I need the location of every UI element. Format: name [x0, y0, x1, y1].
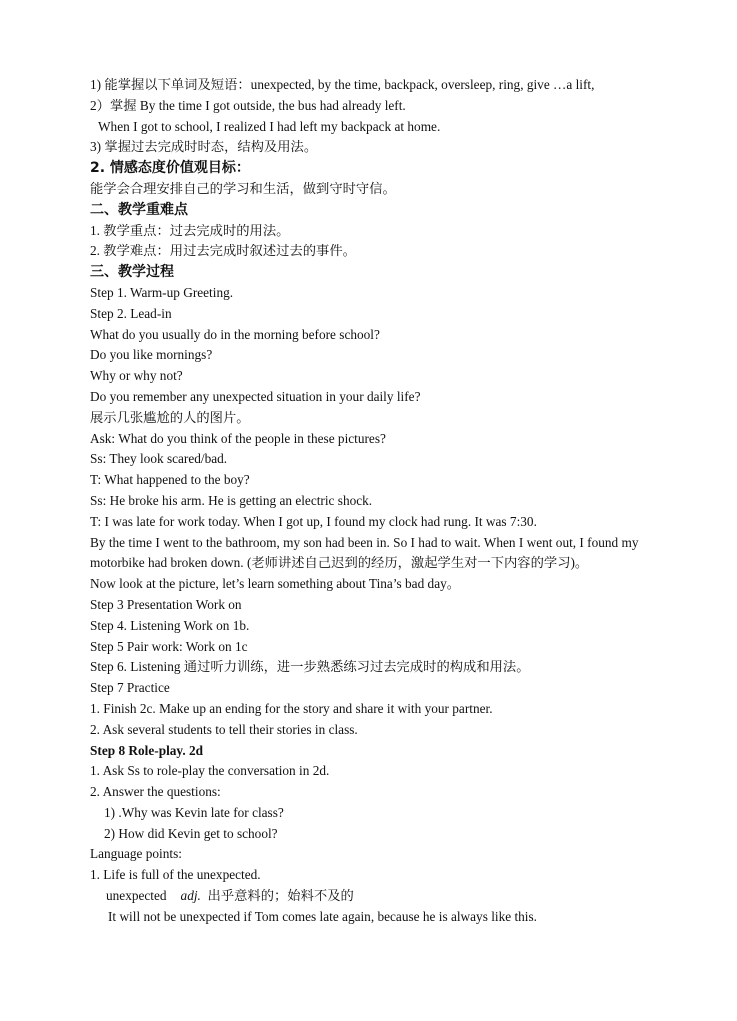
teacher-story-paragraph: By the time I went to the bathroom, my son had been in. So I had to wait. When I went out, I found my motorbike had broken down. (老师讲述自己迟到的经历，激起学生对一下内容的学习)。	[90, 534, 639, 571]
document-body	[90, 75, 650, 928]
objective-1: 1) 能掌握以下单词及短语：unexpected, by the time, backpack, oversleep, ring, give …a lift,	[90, 77, 595, 92]
question-like-mornings: Do you like mornings?	[90, 347, 213, 363]
step-2: Step 2. Lead-in	[90, 305, 172, 321]
step-7: Step 7 Practice	[90, 680, 170, 696]
section-heading-process: 三、教学过程	[90, 264, 174, 281]
vocab-word: unexpected	[106, 888, 167, 904]
question-kevin-school: 2) How did Kevin get to school?	[104, 825, 278, 841]
dialog-ask: Ask: What do you think of the people in these pictures?	[90, 430, 386, 446]
dialog-t-2: T: I was late for work today. When I got up, I found my clock had rung. It was 7:30.	[90, 513, 537, 529]
vocab-entry	[90, 886, 650, 907]
question-why: Why or why not?	[90, 368, 183, 384]
step-3: Step 3 Presentation Work on	[90, 596, 242, 612]
tina-bad-day: Now look at the picture, let’s learn something about Tina’s bad day。	[90, 576, 461, 592]
key-point: 1. 教学重点：过去完成时的用法。	[90, 222, 290, 238]
practice-1: 1. Finish 2c. Make up an ending for the story and share it with your partner.	[90, 700, 493, 716]
language-point-1: 1. Life is full of the unexpected.	[90, 867, 261, 883]
roleplay-1: 1. Ask Ss to role-play the conversation in 2d.	[90, 763, 330, 779]
attitude-text: 能学会合理安排自己的学习和生活，做到守时守信。	[90, 180, 396, 196]
objective-3: 3) 掌握过去完成时时态，结构及用法。	[90, 139, 318, 155]
section-heading-attitude: 2. 情感态度价值观目标：	[90, 160, 250, 177]
step-4: Step 4. Listening Work on 1b.	[90, 617, 250, 633]
question-kevin-late: 1) .Why was Kevin late for class?	[104, 804, 284, 820]
step-5: Step 5 Pair work: Work on 1c	[90, 638, 248, 654]
step-8: Step 8 Role-play. 2d	[90, 742, 204, 758]
dialog-t-1: T: What happened to the boy?	[90, 472, 250, 488]
vocab-meaning: 出乎意料的；始料不及的	[207, 888, 354, 904]
step-1: Step 1. Warm-up Greeting.	[90, 284, 234, 300]
question-morning: What do you usually do in the morning before school?	[90, 326, 380, 342]
roleplay-2: 2. Answer the questions:	[90, 784, 221, 800]
show-pictures: 展示几张尴尬的人的图片。	[90, 409, 250, 425]
objective-2: 2）掌握 By the time I got outside, the bus had already left.	[90, 97, 406, 113]
step-6: Step 6. Listening 通过听力训练，进一步熟悉练习过去完成时的构成和用法。	[90, 659, 530, 675]
vocab-example: It will not be unexpected if Tom comes late again, because he is always like this.	[108, 908, 537, 924]
objective-2-example: When I got to school, I realized I had left my backpack at home.	[98, 118, 441, 134]
vocab-pos: adj.	[180, 888, 201, 904]
dialog-ss-1: Ss: They look scared/bad.	[90, 451, 228, 467]
practice-2: 2. Ask several students to tell their stories in class.	[90, 721, 358, 737]
section-heading-key-points: 二、教学重难点	[90, 201, 188, 218]
dialog-ss-2: Ss: He broke his arm. He is getting an electric shock.	[90, 492, 373, 508]
difficult-point: 2. 教学难点：用过去完成时叙述过去的事件。	[90, 243, 356, 259]
question-unexpected: Do you remember any unexpected situation in your daily life?	[90, 388, 421, 404]
language-points-label: Language points:	[90, 846, 182, 862]
